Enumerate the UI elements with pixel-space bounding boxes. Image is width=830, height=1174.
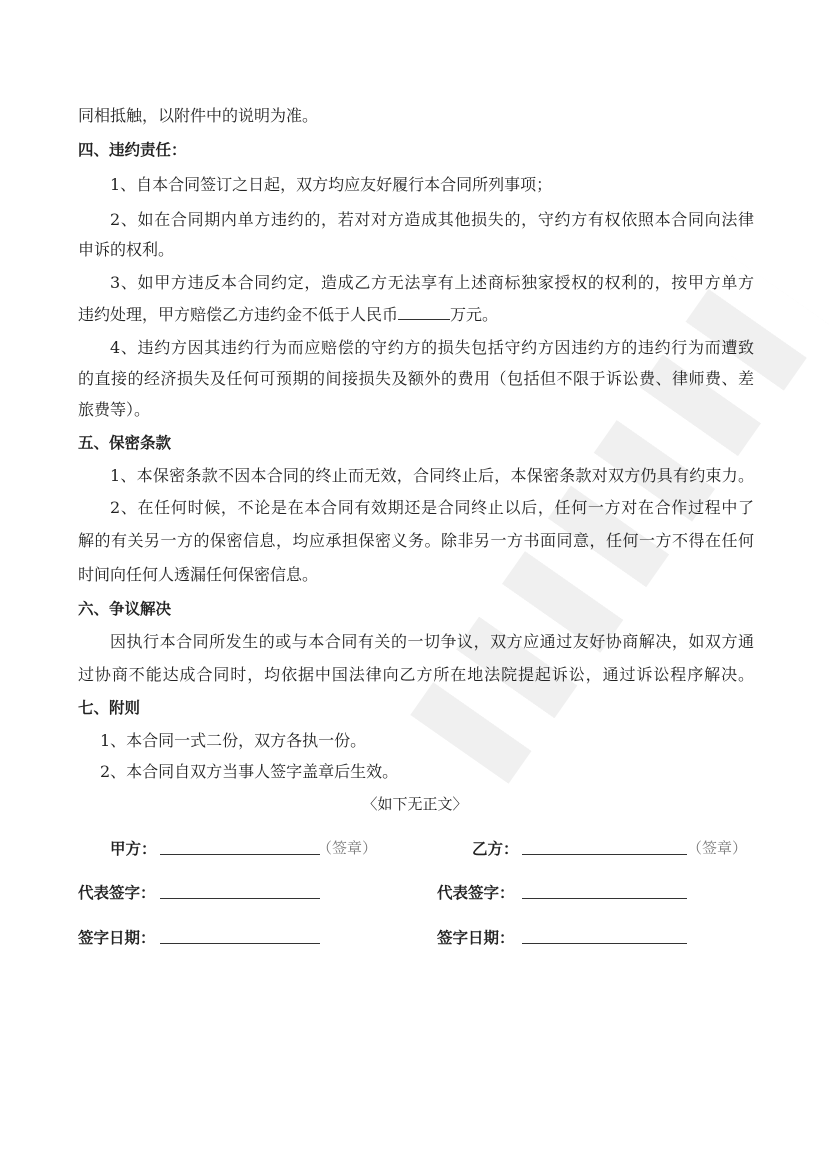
section-5-clause-2-cont: 解的有关另一方的保密信息，均应承担保密义务。除非另一方书面同意，任何一方不得在任何 [78,531,754,550]
section-7-clause-2: 2、本合同自双方当事人签字盖章后生效。 [100,762,399,781]
party-b-date-label: 签字日期： [437,929,515,947]
end-note: 〈如下无正文〉 [362,795,468,813]
section-6-heading: 六、争议解决 [78,600,172,618]
section-4-clause-4-cont: 的直接的经济损失及任何可预期的间接损失及额外的费用（包括但不限于诉讼费、律师费、差 [78,369,754,388]
section-5-clause-2-end: 时间向任何人透漏任何保密信息。 [78,565,319,584]
party-a-label: 甲方： [110,840,157,858]
section-7-clause-1: 1、本合同一式二份，双方各执一份。 [100,731,367,750]
section-4-clause-4: 4、违约方因其违约行为而应赔偿的守约方的损失包括守约方因违约方的违约行为而遭致 [110,338,754,357]
clause-3-unit: 万元。 [450,305,499,324]
party-b-rep-sign-label: 代表签字： [437,884,515,902]
continuation-text: 同相抵触，以附件中的说明为准。 [78,106,319,125]
section-4-clause-4-end: 旅费等）。 [78,400,151,419]
party-a-seal-label: （签章） [317,839,378,857]
section-4-clause-3: 3、如甲方违反本合同约定，造成乙方无法享有上述商标独家授权的权利的，按甲方单方 [110,273,754,292]
section-6-text: 因执行本合同所发生的或与本合同有关的一切争议，双方应通过友好协商解决，如双方通 [110,632,754,651]
party-b-signature-line[interactable] [522,853,687,855]
section-5-clause-2: 2、在任何时候，不论是在本合同有效期还是合同终止以后，任何一方对在合作过程中了 [110,498,754,517]
party-b-label: 乙方： [472,840,519,858]
section-4-clause-2-cont: 申诉的权利。 [78,240,175,259]
clause-3-text: 违约处理，甲方赔偿乙方违约金不低于人民币 [78,305,399,324]
party-b-seal-label: （签章） [687,839,748,857]
section-4-clause-2: 2、如在合同期内单方违约的，若对对方造成其他损失的，守约方有权依照本合同向法律 [110,210,754,229]
section-7-heading: 七、附则 [78,699,141,717]
amount-blank [398,305,450,320]
party-a-date-label: 签字日期： [78,929,156,947]
section-4-clause-1: 1、自本合同签订之日起，双方均应友好履行本合同所列事项； [110,175,553,194]
party-a-rep-sign-line[interactable] [160,897,320,899]
section-6-text-cont: 过协商不能达成合同时，均依据中国法律向乙方所在地法院提起诉讼，通过诉讼程序解决。 [78,665,754,684]
section-5-heading: 五、保密条款 [78,434,172,452]
party-b-date-line[interactable] [522,942,687,944]
section-5-clause-1: 1、本保密条款不因本合同的终止而无效，合同终止后，本保密条款对双方仍具有约束力。 [110,466,754,485]
party-b-rep-sign-line[interactable] [522,897,687,899]
section-4-clause-3-cont [78,305,754,325]
section-4-heading: 四、违约责任： [78,141,187,159]
party-a-rep-sign-label: 代表签字： [78,884,156,902]
party-a-signature-line[interactable] [160,853,320,855]
party-a-date-line[interactable] [160,942,320,944]
